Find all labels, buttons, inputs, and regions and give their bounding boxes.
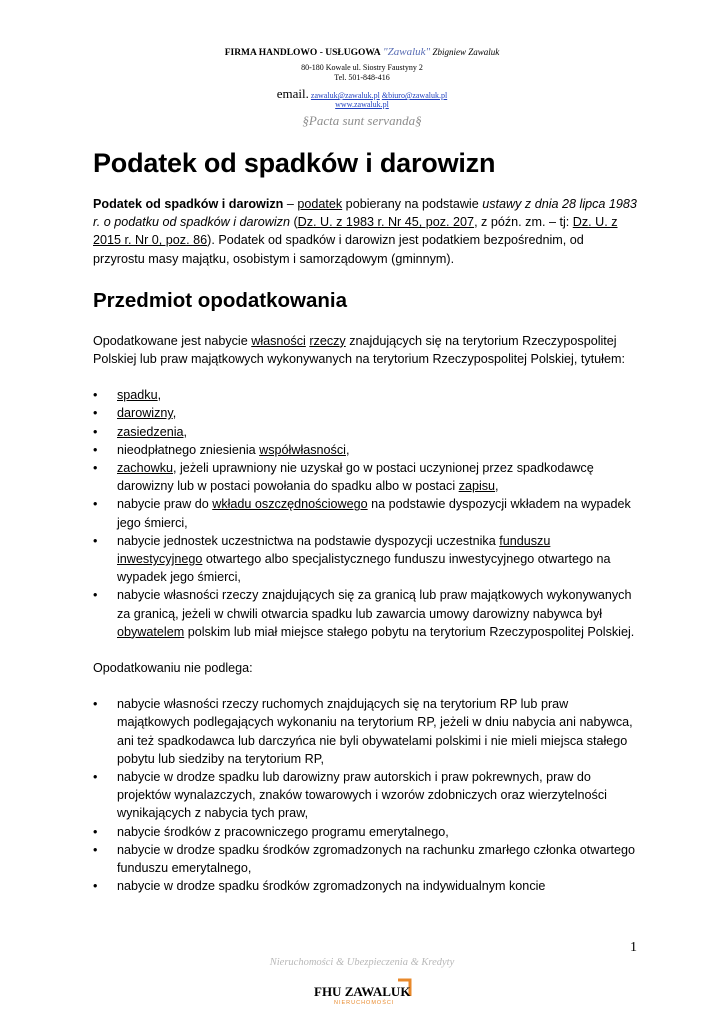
list-item-text: nabycie w drodze spadku lub darowizny praw autorskich i praw pokrewnych, praw do projektów wynalazczych, znaków towarowych i wzorów zdobniczych oraz wierzytelności wynikających z nabycia tych praw, [117,770,607,821]
document-body [93,143,639,896]
list-item [93,532,639,587]
company-phone: Tel. 501-848-416 [334,73,390,82]
list-item [93,586,639,641]
list-item-text: , jeżeli uprawniony nie uzyskał go w postaci uczynionej przez spadkodawcę darowizny lub w postaci powołania do spadku albo w postaci [117,461,594,494]
link-wlasnosci[interactable]: własności [251,333,306,348]
not-taxable-paragraph: Opodatkowaniu nie podlega: [93,661,253,676]
list-item [93,877,639,895]
list-item [93,768,639,823]
email-label: email. [276,86,309,101]
paragraph-text: znajdujących się na terytorium Rzeczypospolitej Polskiej lub praw majątkowych wykonywanych na terytorium Rzeczypospolitej Polskiej, tytułem: [93,333,625,367]
link-dz-u-1983[interactable]: Dz. U. z 1983 r. Nr 45, poz. 207 [297,215,475,230]
link-darowizny[interactable]: darowizny [117,406,173,421]
list-item [93,459,639,495]
list-item-text: na podstawie dyspozycji wkładem na wypadek jego śmierci, [117,497,631,530]
bullet-icon: • [93,442,98,457]
link-zapisu[interactable]: zapisu [458,479,496,494]
link-zasiedzenia[interactable]: zasiedzenia [117,424,184,439]
intro-paragraph [93,195,639,268]
list-item-text: nabycie w drodze spadku środków zgromadzonych na indywidualnym koncie [117,879,546,894]
company-script-name: "Zawaluk" [383,46,431,58]
list-item-text: nabycie własności rzeczy znajdujących się za granicą lub praw majątkowych wykonywanych za granicą, jeżeli w chwili otwarcia spadku lub zawarcia umowy darowizny nabywca był [117,588,632,621]
list-item-text: , [172,406,177,421]
link-rzeczy[interactable]: rzeczy [309,333,346,348]
link-spadku[interactable]: spadku [117,388,158,403]
list-item-text: polskim lub miał miejsce stałego pobytu na terytorium Rzeczypospolitej Polskiej. [184,624,635,639]
intro-text: , z późn. zm. – tj: [474,215,573,230]
paragraph-text: Opodatkowane jest nabycie [93,333,252,348]
document-title: Podatek od spadków i darowizn [93,148,496,178]
owner-name: Zbigniew Zawaluk [432,47,500,57]
bullet-icon: • [93,879,98,894]
list-item-text: nabycie własności rzeczy ruchomych znajdujących się na terytorium RP lub praw majątkowych podlegających wykonaniu na terytorium RP, jeżeli w dniu nabycia ani nabywca, ani też spadkodawca lub darczyńca nie byli obywatelami polskimi i nie mieli miejsca stałego pobytu lub siedziby na terytorium RP, [117,697,633,766]
list-item [93,386,639,404]
section-heading-przedmiot: Przedmiot opodatkowania [93,288,347,312]
email-link-zawaluk[interactable]: zawaluk@zawaluk.pl [310,91,380,100]
link-dz-u-2015[interactable]: Dz. U. z 2015 r. Nr 0, poz. 86 [93,215,618,248]
bullet-icon: • [93,388,98,403]
intro-act-title: ustawy z dnia 28 lipca 1983 r. o podatku od spadków i darowizn [93,197,637,230]
bullet-icon: • [93,497,98,512]
link-wspolwlasnosci[interactable]: współwłasności [259,442,346,457]
motto: §Pacta sunt servanda§ [302,113,422,128]
email-ampersand: & [381,91,389,100]
company-logo [312,978,416,1006]
logo-main-text: FHU ZAWALUK [314,984,411,999]
list-item-text: nabycie środków z pracowniczego programu emerytalnego, [117,824,449,839]
list-item [93,695,639,768]
list-item [93,404,639,422]
list-item-text: nabycie w drodze spadku środków zgromadzonych na rachunku zmarłego członka otwartego funduszu emerytalnego, [117,842,636,876]
company-name: FIRMA HANDLOWO - USŁUGOWA [224,48,381,58]
list-item [93,841,639,877]
list-item-text: , [157,388,162,403]
intro-text: – [283,197,298,211]
bullet-icon: • [93,406,98,421]
logo-sub-text: NIERUCHOMOŚCI [334,1000,395,1006]
link-obywatelem[interactable]: obywatelem [117,624,185,639]
list-item-text: nieodpłatnego zniesienia [117,442,260,457]
taxable-list [93,386,639,641]
link-funduszu-inwestycyjnego[interactable]: funduszu inwestycyjnego [117,533,551,567]
list-item [93,441,639,459]
list-item [93,823,639,841]
list-item-text: , [345,442,350,457]
email-link-biuro[interactable]: biuro@zawaluk.pl [388,91,448,100]
list-item-text: otwartego albo specjalistycznego funduszu inwestycyjnego otwartego na wypadek jego śmierci, [117,552,611,585]
intro-bold-term: Podatek od spadków i darowizn [93,197,284,211]
link-zachowku[interactable]: zachowku [117,461,174,476]
bullet-icon: • [93,842,98,857]
bullet-icon: • [93,533,98,548]
list-item-text: nabycie jednostek uczestnictwa na podstawie dyspozycji uczestnika [117,533,500,548]
intro-text: pobierany na podstawie [342,197,483,211]
link-podatek[interactable]: podatek [297,197,343,211]
letterhead-company-line [0,46,724,58]
bullet-icon: • [93,588,98,603]
bullet-icon: • [93,424,98,439]
list-item-text: nabycie praw do [117,497,213,512]
taxable-paragraph [93,332,639,368]
intro-text: ). Podatek od spadków i darowizn jest podatkiem bezpośrednim, od przyrostu masy majątku, osobistym i samorządowym (gminnym). [93,233,584,266]
list-item-text: , [495,479,499,494]
list-item [93,495,639,531]
website-line [0,100,724,109]
intro-text: ( [289,215,298,230]
list-item-text: , [183,424,188,439]
company-address: 80-180 Kowale ul. Siostry Faustyny 2 [301,63,423,72]
list-item [93,423,639,441]
bullet-icon: • [93,770,98,785]
page-number: 1 [630,940,637,955]
bullet-icon: • [93,461,98,476]
website-link[interactable]: www.zawaluk.pl [335,100,389,109]
bullet-icon: • [93,824,98,839]
bullet-icon: • [93,697,98,712]
footer-tagline: Nieruchomości & Ubezpieczenia & Kredyty [269,957,455,968]
not-taxable-list [93,695,639,895]
link-wkladu-oszczednosciowego[interactable]: wkładu oszczędnościowego [212,497,368,512]
